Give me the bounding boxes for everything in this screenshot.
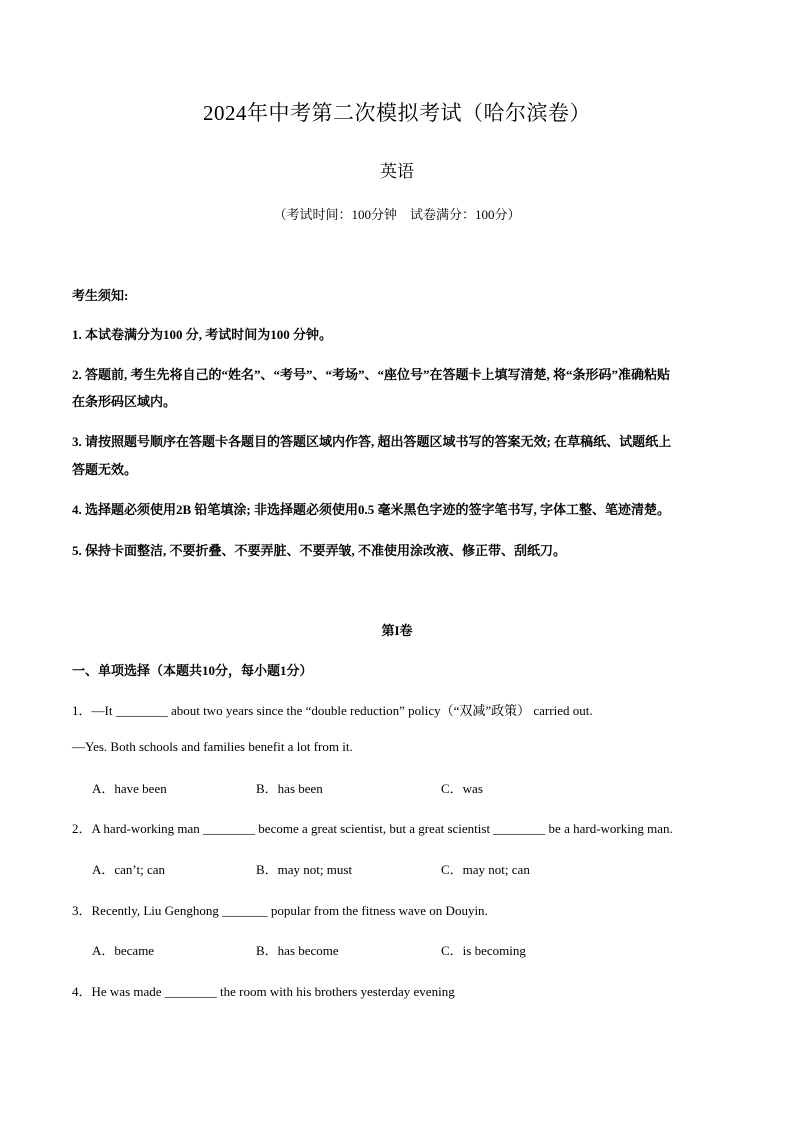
option-b: B．may not; must — [256, 862, 353, 877]
notice-item: 在条形码区域内。 — [72, 394, 177, 409]
option-b: B．has been — [256, 781, 323, 796]
exam-info: （考试时间：100分钟 试卷满分：100分） — [273, 207, 521, 222]
option-b: B．has become — [256, 943, 339, 958]
option-c: C．was — [441, 781, 483, 796]
notice-item: 2. 答题前, 考生先将自己的“姓名”、“考号”、“考场”、“座位号”在答题卡上填写清楚, 将“条形码”准确粘贴 — [72, 367, 671, 382]
exam-title: 2024年中考第二次模拟考试（哈尔滨卷） — [203, 101, 591, 125]
option-c: C．is becoming — [441, 943, 526, 958]
subject-title: 英语 — [380, 162, 414, 181]
notice-heading: 考生须知: — [72, 288, 129, 303]
option-a: A．can’t; can — [92, 862, 166, 877]
question-stem: 3．Recently, Liu Genghong _______ popular from the fitness wave on Douyin. — [72, 903, 488, 918]
question-stem-continued: —Yes. Both schools and families benefit a lot from it. — [72, 739, 353, 754]
question-stem: 1．—It ________ about two years since the “double reduction” policy（“双减”政策） carried out. — [72, 703, 593, 718]
notice-item: 1. 本试卷满分为100 分, 考试时间为100 分钟。 — [72, 327, 333, 342]
question-stem: 4．He was made ________ the room with his brothers yesterday evening — [72, 984, 455, 999]
option-c: C．may not; can — [441, 862, 530, 877]
notice-item: 3. 请按照题号顺序在答题卡各题目的答题区域内作答, 超出答题区域书写的答案无效; 在草稿纸、试题纸上 — [72, 434, 672, 449]
question-stem: 2．A hard-working man ________ become a great scientist, but a great scientist ________ be a hard-working man. — [72, 821, 673, 836]
part-label: 第I卷 — [381, 623, 413, 638]
notice-item: 答题无效。 — [72, 462, 138, 477]
section-heading: 一、单项选择（本题共10分，每小题1分） — [72, 663, 313, 678]
notice-item: 5. 保持卡面整洁, 不要折叠、不要弄脏、不要弄皱, 不准使用涂改液、修正带、刮纸刀。 — [72, 543, 567, 558]
option-a: A．have been — [92, 781, 167, 796]
option-a: A．became — [92, 943, 155, 958]
notice-item: 4. 选择题必须使用2B 铅笔填涂; 非选择题必须使用0.5 毫米黑色字迹的签字笔书写, 字体工整、笔迹清楚。 — [72, 502, 671, 517]
